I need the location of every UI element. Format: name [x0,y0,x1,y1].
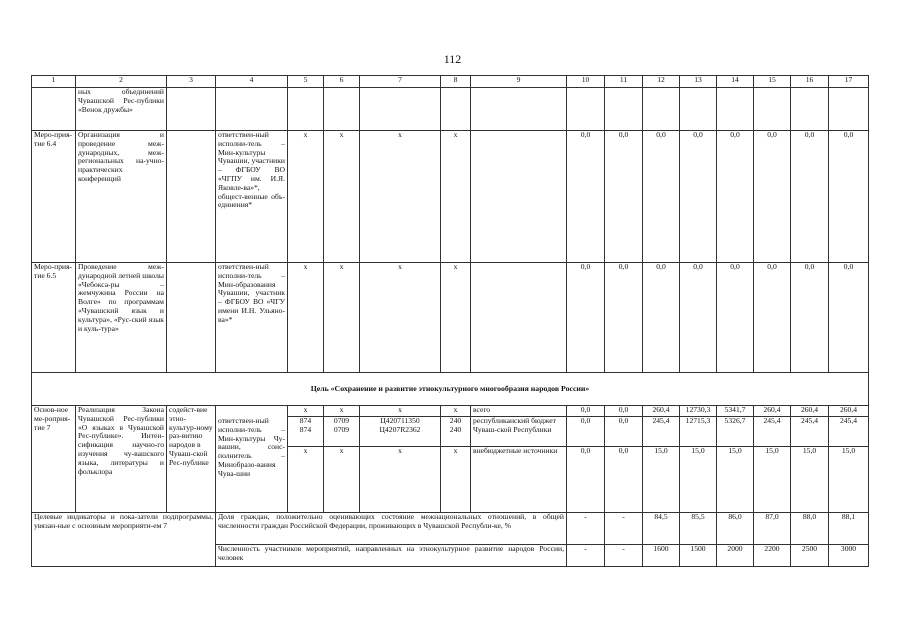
cell-event-id: Основ-ное ме-роприя-тие 7 [32,406,76,513]
table-row-indicator-1 [32,513,869,545]
goal-row [32,373,869,406]
cell-responsible: ответствен-ный исполни-тель – Мин-культуры Чу-вашии, соис-полнитель – Минобразо-вания Чува-шии [216,406,288,513]
cell-value: 245,4 [643,417,680,447]
cell-value: 1500 [680,545,717,567]
col-header: 9 [471,76,567,88]
cell-responsible: ответствен-ный исполни-тель – Мин-образования Чувашии, участник – ФГБОУ ВО «ЧГУ имени И.Н. Ульяно-ва»* [216,263,288,373]
cell-value: 1600 [643,545,680,567]
cell-value: 245,4 [791,417,829,447]
cell-description: ных объединений Чувашской Рес-публики «Венок дружбы» [76,88,167,131]
cell [324,88,360,131]
col-header: 10 [567,76,605,88]
col-header: 8 [441,76,471,88]
cell-event-id: Меро-прия-тие 6.4 [32,131,76,263]
cell [360,417,441,447]
cell-value: 87,0 [754,513,791,545]
cell-value: 15,0 [643,447,680,513]
cell-event-id: Меро-прия-тие 6.5 [32,263,76,373]
table-row-main-7-total [32,406,869,417]
cell-value: 0,0 [605,406,643,417]
col-header: 15 [754,76,791,88]
cell-value: 0,0 [754,131,791,263]
cell-value: 0,0 [791,263,829,373]
cell-value: 0,0 [567,263,605,373]
cell [288,88,324,131]
cell-value: 2500 [791,545,829,567]
cell-value: 0,0 [791,131,829,263]
cell [360,88,441,131]
cell-value: 0,0 [754,263,791,373]
cell [324,417,360,447]
col-header: 14 [717,76,754,88]
cell-value: 2200 [754,545,791,567]
cell: x [441,131,471,263]
cell [471,88,567,131]
cell [441,88,471,131]
cell: x [288,263,324,373]
cell-value: 0,0 [643,131,680,263]
cell-indicators-label: Целевые индикаторы и пока-затели подпрограммы, увязан-ные с основным мероприяти-ем 7 [32,513,216,567]
cell [288,417,324,447]
cell-source: всего [471,406,567,417]
cell-value: 0,0 [717,131,754,263]
cell-value: 84,5 [643,513,680,545]
col-header: 17 [829,76,869,88]
cell [32,88,76,131]
cell-responsible: ответствен-ный исполни-тель – Мин-культуры Чувашии, участники – ФГБОУ ВО «ЧГПУ им. И.Я. Яковле-ва»*, общест-венные объ-единения* [216,131,288,263]
cell [441,417,471,447]
cell: x [288,406,324,417]
cell-description: Реализация Закона Чувашской Рес-публики «О языках в Чувашской Рес-публике». Интен-сификация научно-го изучения чу-вашского языка, литературы и фольклора [76,406,167,513]
cell-value: 15,0 [754,447,791,513]
cell: x [360,447,441,513]
cell-value: 88,0 [791,513,829,545]
cell-value: 0,0 [643,263,680,373]
cell [167,88,216,131]
cell-value: 12715,3 [680,417,717,447]
kbk-type: 240 [449,424,462,434]
cell-value: 12730,3 [680,406,717,417]
cell-value: 0,0 [680,263,717,373]
cell-value: 0,0 [829,131,869,263]
col-header: 5 [288,76,324,88]
cell-value: 0,0 [829,263,869,373]
cell [216,88,288,131]
col-header: 3 [167,76,216,88]
cell-value: 15,0 [829,447,869,513]
col-header: 2 [76,76,167,88]
budget-table [31,75,869,567]
col-header: 6 [324,76,360,88]
col-header: 7 [360,76,441,88]
cell [471,263,567,373]
cell [717,88,754,131]
goal-heading: Цель «Сохранение и развитие этнокультурного многообразия народов России» [32,373,869,406]
cell-value: 0,0 [605,131,643,263]
cell-value: - [567,545,605,567]
cell-description: Организация и проведение меж-дународных, меж-региональных на-учно-практических конференций [76,131,167,263]
cell-value: 3000 [829,545,869,567]
page-number: 112 [443,52,462,66]
kbk-ministry: 874 [299,416,312,425]
cell [791,88,829,131]
cell-value: 85,5 [680,513,717,545]
kbk-ministry: 874 [299,424,312,434]
cell-source: республиканский бюджет Чуваш-ской Республики [471,417,567,447]
cell [567,88,605,131]
cell-value: 15,0 [680,447,717,513]
cell: x [324,406,360,417]
cell-source: внебюджетные источники [471,447,567,513]
cell-description: Проведение меж-дународной летней школы «Чебокса-ры – жемчужина России на Волге» по программам «Чувашский язык и культура», «Рус-ский язык и куль-тура» [76,263,167,373]
cell-indicator-text: Доля граждан, положительно оценивающих состояние межнациональных отношений, в общей численности граждан Российской Федерации, проживающих в Чувашской Республи-ке, % [216,513,567,545]
cell-value: 88,1 [829,513,869,545]
cell: x [324,131,360,263]
col-header: 1 [32,76,76,88]
column-header-row [32,76,869,88]
table-row-event-6-5 [32,263,869,373]
table-row-event-6-4 [32,131,869,263]
cell-value: 260,4 [791,406,829,417]
cell-value: 15,0 [717,447,754,513]
kbk-section: 0709 [333,424,350,434]
cell: x [441,447,471,513]
cell-value: 245,4 [754,417,791,447]
cell-value: 260,4 [754,406,791,417]
cell-value: - [567,513,605,545]
kbk-target: Ц4207R2362 [379,424,421,434]
cell: x [288,131,324,263]
cell-value: 5326,7 [717,417,754,447]
cell-value: - [605,513,643,545]
table-row-continuation [32,88,869,131]
cell [471,131,567,263]
cell-value: 2000 [717,545,754,567]
col-header: 16 [791,76,829,88]
kbk-target: Ц420711350 [380,416,420,425]
cell [167,263,216,373]
cell-value: 0,0 [717,263,754,373]
kbk-type: 240 [449,416,462,425]
cell-value: 0,0 [680,131,717,263]
cell: x [288,447,324,513]
cell-value: 15,0 [791,447,829,513]
cell-value: 260,4 [829,406,869,417]
cell-goal-link: содейст-вие этно-культур-ному раз-витию народов в Чуваш-ской Рес-публике [167,406,216,513]
cell-value: 260,4 [643,406,680,417]
cell-value: 86,0 [717,513,754,545]
cell: x [324,447,360,513]
cell: x [441,406,471,417]
cell [829,88,869,131]
cell: x [360,263,441,373]
cell [680,88,717,131]
cell: x [360,406,441,417]
cell-value: 0,0 [567,131,605,263]
cell: x [441,263,471,373]
kbk-section: 0709 [333,416,350,425]
cell-value: 0,0 [605,447,643,513]
cell-value: 0,0 [567,417,605,447]
cell [605,88,643,131]
cell [754,88,791,131]
cell-value: 5341,7 [717,406,754,417]
cell [643,88,680,131]
cell: x [324,263,360,373]
col-header: 11 [605,76,643,88]
cell-value: 0,0 [605,417,643,447]
cell-value: 245,4 [829,417,869,447]
cell-value: 0,0 [567,406,605,417]
cell-indicator-text: Численность участников мероприятий, направленных на этнокультурное развитие народов России, человек [216,545,567,567]
col-header: 13 [680,76,717,88]
cell-value: 0,0 [567,447,605,513]
cell: x [360,131,441,263]
cell-value: - [605,545,643,567]
cell [167,131,216,263]
col-header: 12 [643,76,680,88]
cell-value: 0,0 [605,263,643,373]
col-header: 4 [216,76,288,88]
